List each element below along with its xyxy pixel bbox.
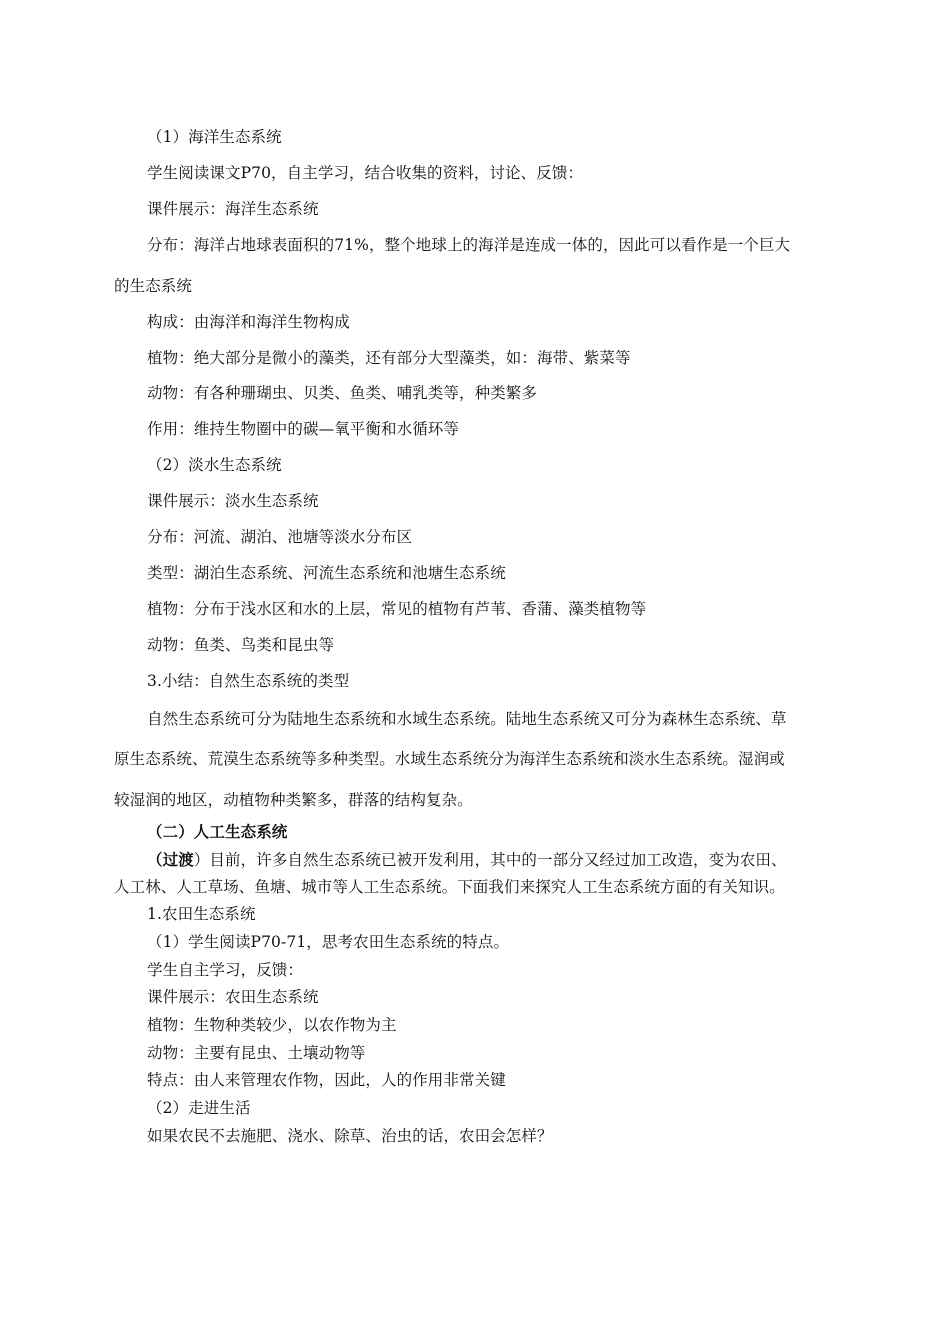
paragraph-marine-composition: 构成：由海洋和海洋生物构成 xyxy=(147,313,350,331)
subsection-freshwater-ecosystem: （2）淡水生态系统 xyxy=(147,456,282,474)
subsection-farmland-ecosystem: 1.农田生态系统 xyxy=(147,905,256,923)
subsection-into-life: （2）走进生活 xyxy=(147,1099,251,1117)
paragraph-marine-plants: 植物：绝大部分是微小的藻类，还有部分大型藻类，如：海带、紫菜等 xyxy=(147,349,631,367)
paragraph-farmland-reading: （1）学生阅读P70-71，思考农田生态系统的特点。 xyxy=(147,933,510,951)
paragraph-summary-1: 自然生态系统可分为陆地生态系统和水域生态系统。陆地生态系统又可分为森林生态系统、草 xyxy=(147,710,787,728)
paragraph-transition xyxy=(147,850,787,870)
paragraph-transition-cont: 人工林、人工草场、鱼塘、城市等人工生态系统。下面我们来探究人工生态系统方面的有关知识。 xyxy=(114,878,785,896)
subsection-marine-ecosystem: （1）海洋生态系统 xyxy=(147,128,282,146)
paragraph-courseware-freshwater: 课件展示：淡水生态系统 xyxy=(147,492,319,510)
paragraph-farmland-features: 特点：由人来管理农作物，因此，人的作用非常关键 xyxy=(147,1071,506,1089)
transition-text: ）目前，许多自然生态系统已被开发利用，其中的一部分又经过加工改造，变为农田、 xyxy=(193,851,787,869)
paragraph-marine-distribution-cont: 的生态系统 xyxy=(114,277,193,295)
paragraph-farmland-plants: 植物：生物种类较少，以农作物为主 xyxy=(147,1016,397,1034)
section-heading-artificial-ecosystem: （二）人工生态系统 xyxy=(147,822,288,841)
paragraph-summary-3: 较湿润的地区，动植物种类繁多，群落的结构复杂。 xyxy=(114,791,473,809)
paragraph-marine-function: 作用：维持生物圈中的碳—氧平衡和水循环等 xyxy=(147,420,460,438)
paragraph-summary-2: 原生态系统、荒漠生态系统等多种类型。水域生态系统分为海洋生态系统和淡水生态系统。湿润或 xyxy=(114,750,785,768)
paragraph-freshwater-distribution: 分布：河流、湖泊、池塘等淡水分布区 xyxy=(147,528,413,546)
paragraph-freshwater-plants: 植物：分布于浅水区和水的上层，常见的植物有芦苇、香蒲、藻类植物等 xyxy=(147,600,647,618)
paragraph-marine-distribution: 分布：海洋占地球表面积的71%，整个地球上的海洋是连成一体的，因此可以看作是一个巨大 xyxy=(147,236,791,254)
paragraph-self-study: 学生自主学习，反馈： xyxy=(147,961,304,979)
paragraph-courseware-marine: 课件展示：海洋生态系统 xyxy=(147,200,319,218)
paragraph-marine-animals: 动物：有各种珊瑚虫、贝类、鱼类、哺乳类等，种类繁多 xyxy=(147,384,538,402)
paragraph-freshwater-animals: 动物：鱼类、鸟类和昆虫等 xyxy=(147,636,335,654)
paragraph-freshwater-types: 类型：湖泊生态系统、河流生态系统和池塘生态系统 xyxy=(147,564,506,582)
paragraph-farmland-animals: 动物：主要有昆虫、土壤动物等 xyxy=(147,1044,366,1062)
paragraph-question: 如果农民不去施肥、浇水、除草、治虫的话，农田会怎样？ xyxy=(147,1127,553,1145)
paragraph-courseware-farmland: 课件展示：农田生态系统 xyxy=(147,988,319,1006)
transition-label: （过渡 xyxy=(147,850,194,869)
paragraph-student-reading: 学生阅读课文P70，自主学习，结合收集的资料，讨论、反馈： xyxy=(147,164,584,182)
subsection-summary: 3.小结：自然生态系统的类型 xyxy=(147,672,350,690)
